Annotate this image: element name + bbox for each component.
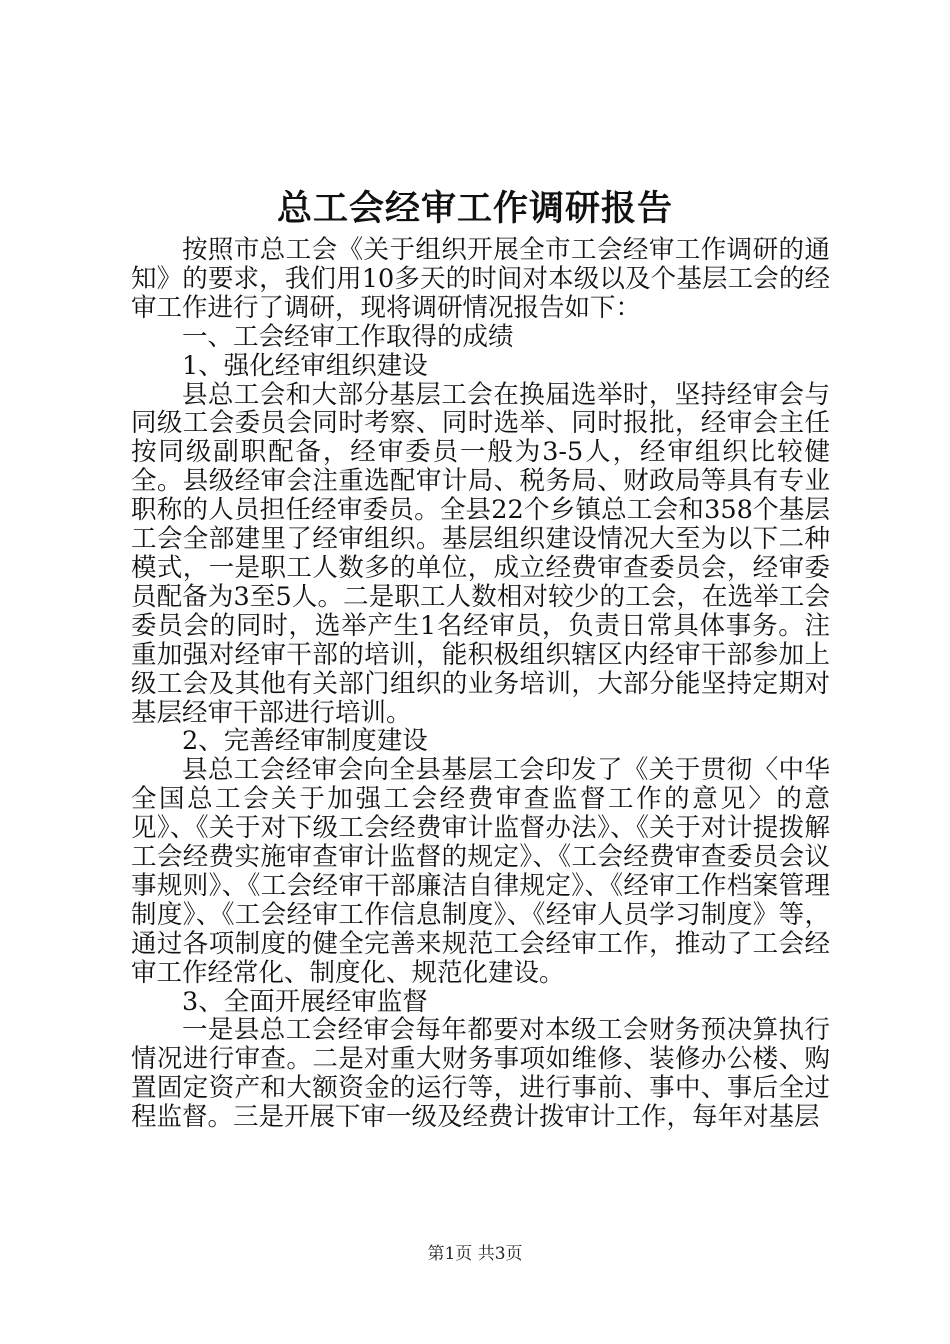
intro-paragraph: 按照市总工会《关于组织开展全市工会经审工作调研的通知》的要求，我们用10多天的时间对本级以及个基层工会的经审工作进行了调研，现将调研情况报告如下：: [131, 235, 830, 323]
subheading-organization: 1、强化经审组织建设: [182, 350, 428, 381]
paragraph-organization: 县总工会和大部分基层工会在换届选举时，坚持经审会与同级工会委员会同时考察、同时选举、同时报批，经审会主任按同级副职配备，经审委员一般为3-5人，经审组织比较健全。县级经审会注重选配审计局、税务局、财政局等具有专业职称的人员担任经审委员。全县22个乡镇总工会和358个基层工会全部建里了经审组织。基层组织建设情况大至为以下二种模式，一是职工人数多的单位，成立经费审查委员会，经审委员配备为3至5人。二是职工人数相对较少的工会，在选举工会委员会的同时，选举产生1名经审员，负责日常具体事务。注重加强对经审干部的培训，能积极组织辖区内经审干部参加上级工会及其他有关部门组织的业务培训，大部分能坚持定期对基层经审干部进行培训。: [131, 379, 830, 728]
paragraph-supervision: 一是县总工会经审会每年都要对本级工会财务预决算执行情况进行审查。二是对重大财务事项如维修、装修办公楼、购置固定资产和大额资金的运行等，进行事前、事中、事后全过程监督。三是开展下审一级及经费计拨审计工作，每年对基层: [131, 1015, 830, 1133]
document-title: 总工会经审工作调研报告: [276, 188, 673, 229]
paragraph-system: 县总工会经审会向全县基层工会印发了《关于贯彻〈中华全国总工会关于加强工会经费审查监督工作的意见〉的意见》、《关于对下级工会经费审计监督办法》、《关于对计提拨解工会经费实施审查审计监督的规定》、《工会经费审查委员会议事规则》、《工会经审干部廉洁自律规定》、《经审工作档案管理制度》、《工会经审工作信息制度》、《经审人员学习制度》等，通过各项制度的健全完善来规范工会经审工作，推动了工会经审工作经常化、制度化、规范化建设。: [131, 755, 830, 988]
document-body: [131, 236, 830, 1132]
subheading-system: 2、完善经审制度建设: [182, 726, 428, 757]
page-number-footer: 第1页 共3页: [427, 1244, 523, 1264]
subheading-supervision: 3、全面开展经审监督: [182, 986, 428, 1017]
section-heading-achievements: 一、工会经审工作取得的成绩: [182, 321, 514, 352]
